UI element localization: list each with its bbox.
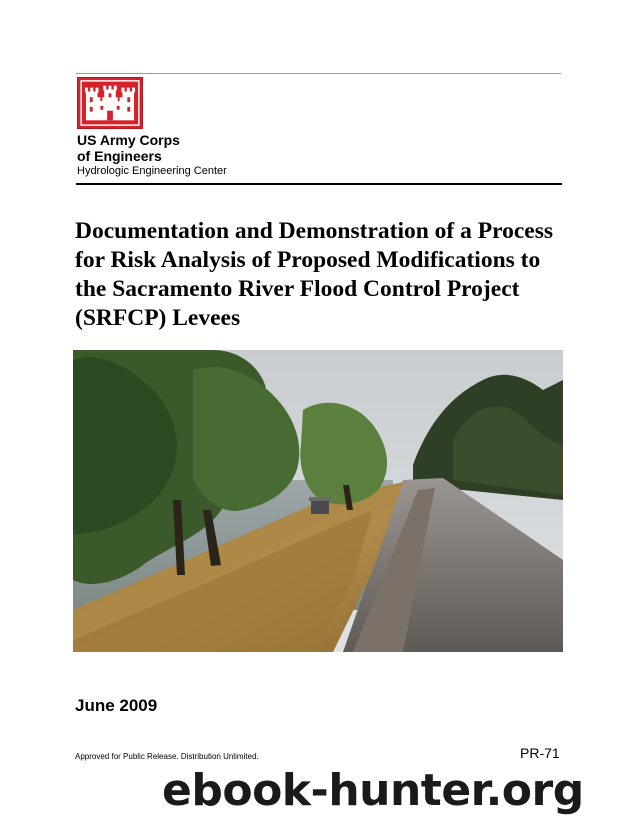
release-statement: Approved for Public Release. Distribution Unlimited.	[75, 752, 259, 761]
org-name-line1: US Army Corps	[77, 132, 180, 148]
document-title: Documentation and Demonstration of a Process for Risk Analysis of Proposed Modifications to the Sacramento River Flood Control Project (SRFCP) Levees	[75, 218, 554, 331]
report-number: PR-71	[520, 745, 560, 761]
top-rule	[76, 73, 561, 74]
org-name-line2: of Engineers	[77, 148, 162, 164]
header-rule	[76, 183, 562, 185]
publication-date: June 2009	[75, 696, 158, 715]
levee-photo	[73, 350, 563, 652]
castle-icon	[78, 78, 142, 128]
org-center-name: Hydrologic Engineering Center	[77, 165, 227, 177]
usace-castle-logo	[77, 77, 143, 129]
watermark: ebook-hunter.org	[162, 765, 584, 816]
